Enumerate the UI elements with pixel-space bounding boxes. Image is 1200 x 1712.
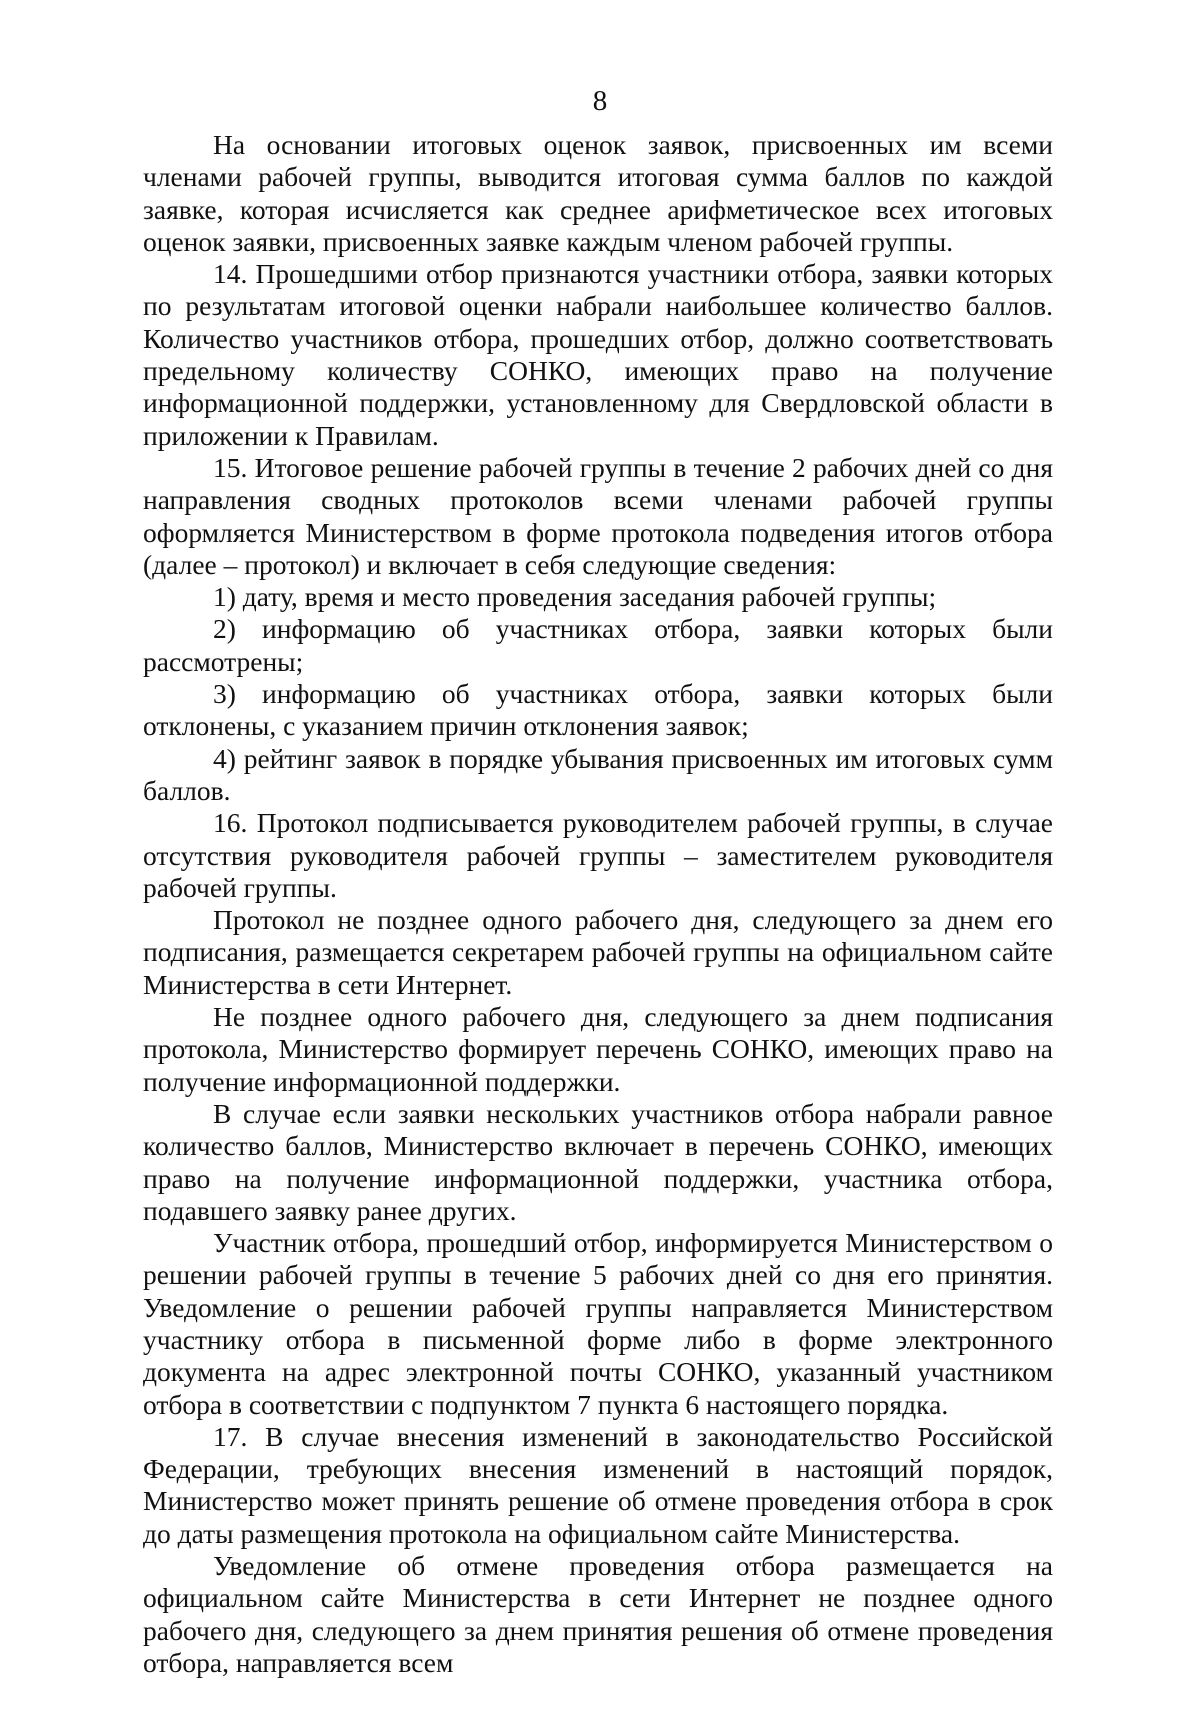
paragraph-participant-notice: Участник отбора, прошедший отбор, информируется Министерством о решении рабочей группы в течение 5 рабочих дней со дня его принятия. Уведомление о решении рабочей группы направляется Министерством участнику отбора в письменной форме либо в форме электронного документа на адрес электронной почты СОНКО, указанный участником отбора в соответствии с подпунктом 7 пункта 6 настоящего порядка. xyxy=(143,1227,1053,1420)
paragraph-16: 16. Протокол подписывается руководителем рабочей группы, в случае отсутствия руководителя рабочей группы – заместителем руководителя рабочей группы. xyxy=(143,807,1053,903)
paragraph-final-score: На основании итоговых оценок заявок, присвоенных им всеми членами рабочей группы, выводится итоговая сумма баллов по каждой заявке, которая исчисляется как среднее арифметическое всех итоговых оценок заявки, присвоенных заявке каждым членом рабочей группы. xyxy=(143,129,1053,257)
list-item-4: 4) рейтинг заявок в порядке убывания присвоенных им итоговых сумм баллов. xyxy=(143,742,1053,806)
paragraph-14: 14. Прошедшими отбор признаются участники отбора, заявки которых по результатам итоговой оценки набрали наибольшее количество баллов. Количество участников отбора, прошедших отбор, должно соответствовать предельному количеству СОНКО, имеющих право на получение информационной поддержки, установленному для Свердловской области в приложении к Правилам. xyxy=(143,258,1053,451)
list-item-3: 3) информацию об участниках отбора, заявки которых были отклонены, с указанием причин отклонения заявок; xyxy=(143,678,1053,742)
list-item-2: 2) информацию об участниках отбора, заявки которых были рассмотрены; xyxy=(143,613,1053,677)
list-item-1: 1) дату, время и место проведения заседания рабочей группы; xyxy=(213,581,937,613)
document-body xyxy=(143,129,1053,1679)
paragraph-protocol-publication: Протокол не позднее одного рабочего дня, следующего за днем его подписания, размещается секретарем рабочей группы на официальном сайте Министерства в сети Интернет. xyxy=(143,904,1053,1000)
paragraph-17: 17. В случае внесения изменений в законодательство Российской Федерации, требующих внесения изменений в настоящий порядок, Министерство может принять решение об отмене проведения отбора в срок до даты размещения протокола на официальном сайте Министерства. xyxy=(143,1420,1053,1549)
paragraph-sonko-list: Не позднее одного рабочего дня, следующего за днем подписания протокола, Министерство формирует перечень СОНКО, имеющих право на получение информационной поддержки. xyxy=(143,1001,1053,1097)
page-number: 8 xyxy=(592,85,608,117)
paragraph-cancellation-notice: Уведомление об отмене проведения отбора размещается на официальном сайте Министерства в сети Интернет не позднее одного рабочего дня, следующего за днем принятия решения об отмене проведения отбора, направляется всем xyxy=(143,1550,1053,1678)
paragraph-15: 15. Итоговое решение рабочей группы в течение 2 рабочих дней со дня направления сводных протоколов всеми членами рабочей группы оформляется Министерством в форме протокола подведения итогов отбора (далее – протокол) и включает в себя следующие сведения: xyxy=(143,451,1053,580)
paragraph-equal-scores: В случае если заявки нескольких участников отбора набрали равное количество баллов, Министерство включает в перечень СОНКО, имеющих право на получение информационной поддержки, участника отбора, подавшего заявку ранее других. xyxy=(143,1097,1053,1226)
